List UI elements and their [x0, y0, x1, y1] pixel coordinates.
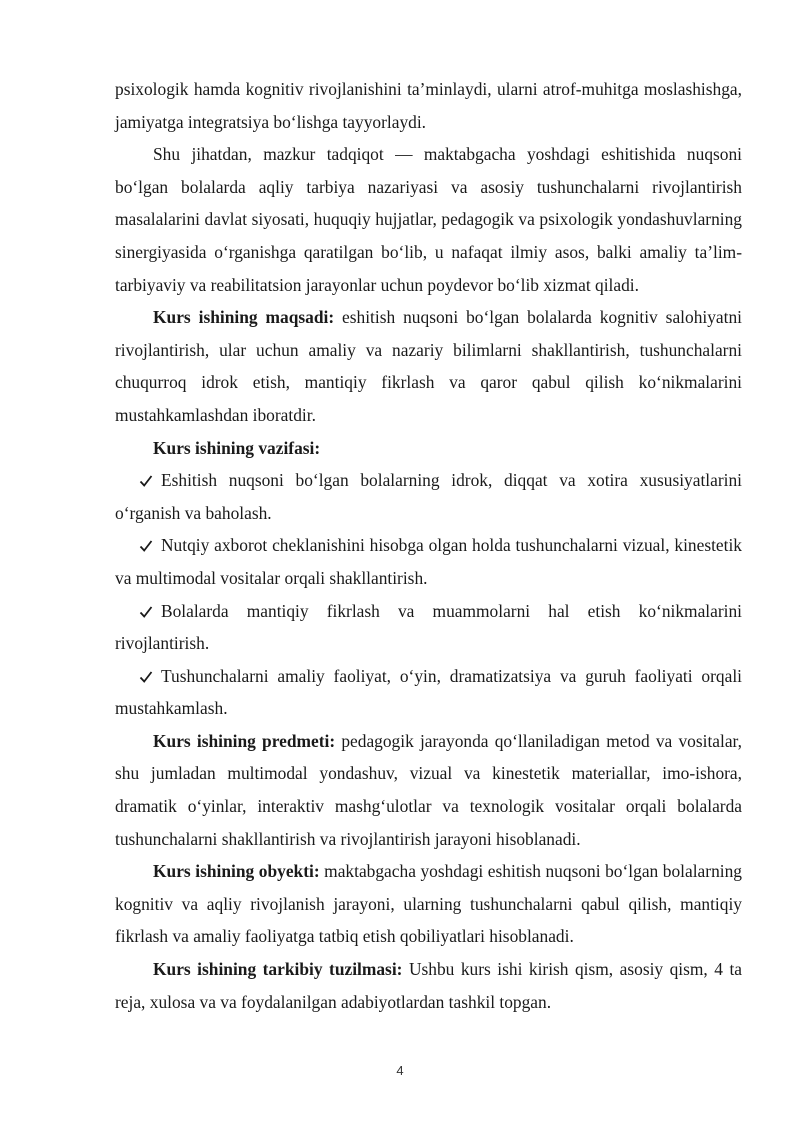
checkmark-icon [139, 464, 161, 497]
task-item [115, 595, 742, 660]
checkmark-icon [139, 660, 161, 693]
object-text: maktabgacha yoshdagi eshitish nuqsoni bo‘lgan bolalarning kognitiv va aqliy rivojlanish jarayoni, ularning tushunchalarni qabul qilish, mantiqiy fikrlash va amaliy faoliyatga tatbiq etish qobiliyatlari hisoblanadi. [115, 861, 742, 947]
paragraph-goal [115, 301, 742, 431]
goal-label: Kurs ishining maqsadi: [153, 307, 335, 328]
subject-label: Kurs ishining predmeti: [153, 730, 336, 751]
task-item [115, 464, 742, 529]
task-item-text: Eshitish nuqsoni bo‘lgan bolalarning idrok, diqqat va xotira xususiyatlarini o‘rganish va baholash. [115, 470, 742, 523]
tasks-heading: Kurs ishining vazifasi: [153, 437, 321, 458]
task-item-text: Bolalarda mantiqiy fikrlash va muammolarni hal etish ko‘nikmalarini rivojlantirish. [115, 600, 742, 654]
paragraph-intro-continuation: psixologik hamda kognitiv rivojlanishini ta’minlaydi, ularni atrof-muhitga moslashishga, jamiyatga integratsiya bo‘lishga tayyorlaydi. [115, 79, 742, 132]
paragraph-subject [115, 725, 742, 855]
task-item-text: Tushunchalarni amaliy faoliyat, o‘yin, dramatizatsiya va guruh faoliyati orqali mustahkamlash. [115, 665, 742, 719]
structure-label: Kurs ishining tarkibiy tuzilmasi: [153, 959, 403, 980]
document-page [115, 73, 742, 1018]
subject-text: pedagogik jarayonda qo‘llaniladigan metod va vositalar, shu jumladan multimodal yondashuv, vizual va kinestetik materiallar, imo-ishora, dramatik o‘yinlar, interaktiv mashg‘ulotlar va texnologik vositalar orqali bolalarda tushunchalarni shakllantirish va rivojlantirish jarayoni hisoblanadi. [115, 730, 742, 849]
goal-text: eshitish nuqsoni bo‘lgan bolalarda kognitiv salohiyatni rivojlantirish, ular uchun amaliy va nazariy bilimlarni shakllantirish, tushunchalarni chuqurroq idrok etish, mantiqiy fikrlash va qaror qabul qilish ko‘nikmalarini mustahkamlashdan iboratdir. [115, 307, 742, 425]
task-item [115, 660, 742, 725]
paragraph-structure [115, 953, 742, 1018]
object-label: Kurs ishining obyekti: [153, 861, 320, 882]
paragraph-intro: Shu jihatdan, mazkur tadqiqot — maktabgacha yoshdagi eshitishida nuqsoni bo‘lgan bolalarda aqliy tarbiya nazariyasi va asosiy tushunchalarni rivojlantirish masalalarini davlat siyosati, huquqiy hujjatlar, pedagogik va psixologik yondashuvlarning sinergiyasida o‘rganishga qaratilgan bo‘lib, u nafaqat ilmiy asos, balki amaliy ta’lim-tarbiyaviy va reabilitatsion jarayonlar uchun poydevor bo‘lib xizmat qiladi. [115, 144, 742, 295]
checkmark-icon [139, 529, 161, 562]
page-number: 4 [396, 1063, 404, 1078]
structure-text: Ushbu kurs ishi kirish qism, asosiy qism, 4 ta reja, xulosa va va foydalanilgan adabiyotlardan tashkil topgan. [115, 959, 742, 1012]
paragraph-object [115, 855, 742, 953]
task-item [115, 529, 742, 594]
checkmark-icon [139, 595, 161, 628]
task-item-text: Nutqiy axborot cheklanishini hisobga olgan holda tushunchalarni vizual, kinestetik va multimodal vositalar orqali shakllantirish. [115, 535, 742, 588]
